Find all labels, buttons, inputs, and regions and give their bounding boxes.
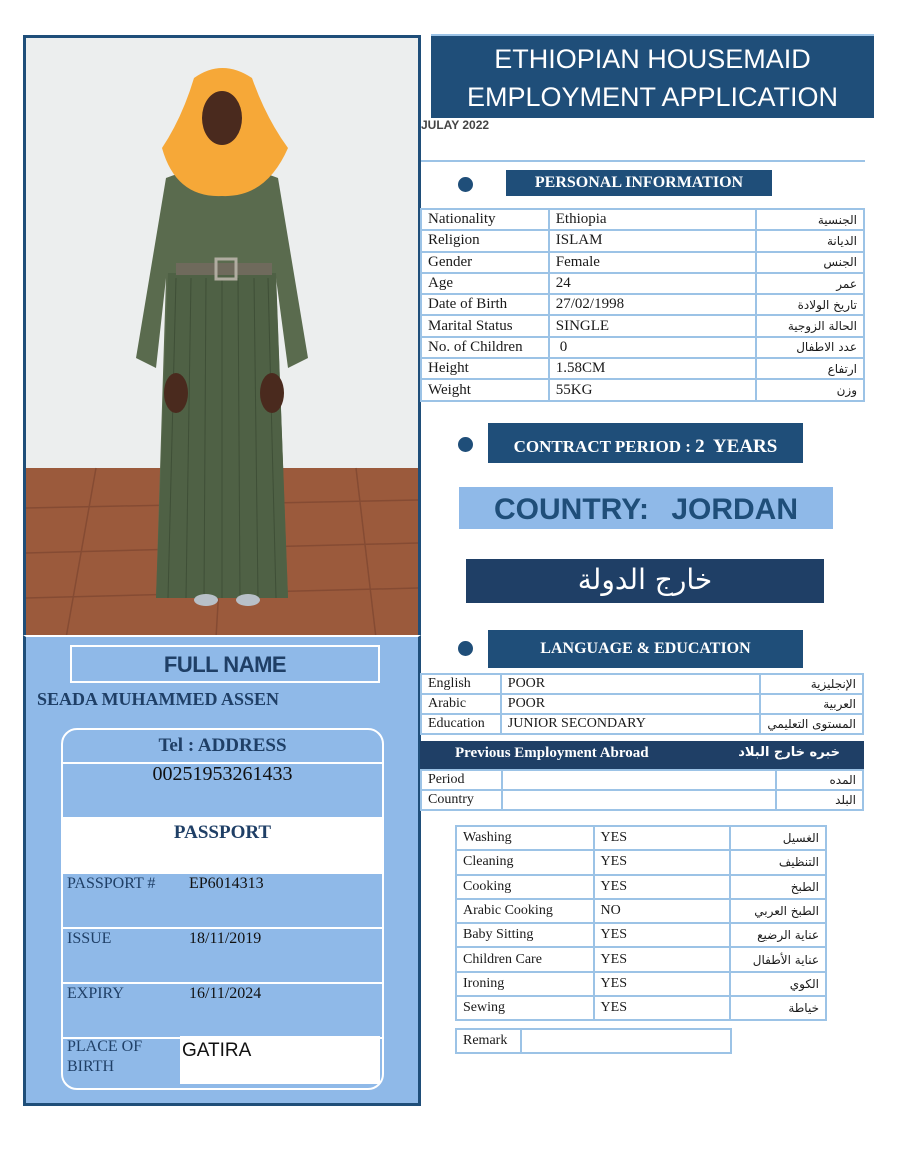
row-arabic: البلد [776, 790, 863, 810]
skill-value: NO [594, 899, 731, 923]
table-row [456, 875, 826, 899]
row-arabic: المستوى التعليمي [760, 714, 863, 734]
row-label: Religion [421, 230, 549, 251]
bullet-icon [458, 437, 473, 452]
table-row [421, 230, 864, 251]
fullname-label: FULL NAME [70, 645, 380, 683]
birthplace-label: PLACE OF [67, 1038, 143, 1055]
row-value: 55KG [549, 379, 757, 400]
skill-arabic: الطبخ العربي [730, 899, 826, 923]
skill-arabic: عناية الأطفال [730, 947, 826, 971]
skill-label: Washing [456, 826, 594, 850]
table-row [421, 770, 863, 790]
skill-label: Cooking [456, 875, 594, 899]
passport-title: PASSPORT [173, 822, 272, 843]
table-row [456, 996, 826, 1020]
row-arabic: تاريخ الولادة [756, 294, 864, 315]
row-arabic: ارتفاع [756, 358, 864, 379]
tel-value: 00251953261433 [152, 763, 293, 785]
row-label: Marital Status [421, 315, 549, 336]
expiry-label: EXPIRY [67, 985, 124, 1002]
table-row [456, 826, 826, 850]
language-table [420, 673, 864, 735]
remark-label: Remark [456, 1029, 521, 1053]
title-line-1: ETHIOPIAN HOUSEMAID [494, 44, 811, 74]
skill-label: Sewing [456, 996, 594, 1020]
remark-table [455, 1028, 732, 1054]
row-arabic: الإنجليزية [760, 674, 863, 694]
row-value: Female [549, 252, 757, 273]
row-arabic: الجنس [756, 252, 864, 273]
row-value: 24 [549, 273, 757, 294]
remark-value [521, 1029, 731, 1053]
contract-value: 2 [695, 436, 705, 457]
table-row [456, 923, 826, 947]
table-row [421, 358, 864, 379]
row-value [502, 770, 776, 790]
skill-label: Arabic Cooking [456, 899, 594, 923]
row-label: Period [421, 770, 502, 790]
skill-value: YES [594, 850, 731, 874]
country-value: JORDAN [671, 493, 798, 526]
country-box [459, 487, 833, 529]
skill-value: YES [594, 947, 731, 971]
table-row [421, 337, 864, 358]
table-row [421, 714, 863, 734]
skill-arabic: الطبخ [730, 875, 826, 899]
previous-employment-title-arabic: خبره خارج البلاد [738, 745, 840, 760]
skill-arabic: خياطة [730, 996, 826, 1020]
row-value: JUNIOR SECONDARY [501, 714, 761, 734]
row-label: Gender [421, 252, 549, 273]
skills-table [455, 825, 827, 1021]
bullet-icon [458, 641, 473, 656]
document-title [431, 34, 874, 118]
card-divider [63, 982, 382, 984]
applicant-photo [23, 35, 421, 635]
row-arabic: عمر [756, 273, 864, 294]
skill-arabic: عناية الرضيع [730, 923, 826, 947]
skill-label: Baby Sitting [456, 923, 594, 947]
skill-value: YES [594, 923, 731, 947]
skill-value: YES [594, 826, 731, 850]
row-arabic: عدد الاطفال [756, 337, 864, 358]
row-value: ISLAM [549, 230, 757, 251]
row-arabic: العربية [760, 694, 863, 714]
row-label: No. of Children [421, 337, 549, 358]
table-row [421, 209, 864, 230]
table-row [421, 252, 864, 273]
table-row [456, 899, 826, 923]
table-row [421, 294, 864, 315]
skill-value: YES [594, 972, 731, 996]
header-rule [421, 160, 865, 162]
issue-value: 18/11/2019 [189, 930, 262, 947]
skill-label: Children Care [456, 947, 594, 971]
bullet-icon [458, 177, 473, 192]
row-label: Arabic [421, 694, 501, 714]
personal-info-table [420, 208, 865, 402]
table-row [421, 674, 863, 694]
row-label: Nationality [421, 209, 549, 230]
skill-arabic: التنظيف [730, 850, 826, 874]
passport-number-value: EP6014313 [189, 875, 264, 892]
row-value: 27/02/1998 [549, 294, 757, 315]
passport-number-label: PASSPORT # [67, 875, 156, 892]
issue-label: ISSUE [67, 930, 112, 947]
document-date: JULAY 2022 [421, 118, 490, 132]
table-row [456, 947, 826, 971]
row-value: 0 [549, 337, 757, 358]
expiry-value: 16/11/2024 [189, 985, 262, 1002]
personal-info-heading: PERSONAL INFORMATION [506, 170, 772, 196]
row-label: Education [421, 714, 501, 734]
row-label: Date of Birth [421, 294, 549, 315]
skill-arabic: الكوي [730, 972, 826, 996]
table-row [456, 850, 826, 874]
skill-label: Ironing [456, 972, 594, 996]
row-arabic: الديانة [756, 230, 864, 251]
table-row [421, 315, 864, 336]
table-row [421, 273, 864, 294]
previous-employment-title: Previous Employment Abroad [455, 745, 649, 761]
skill-label: Cleaning [456, 850, 594, 874]
row-label: English [421, 674, 501, 694]
title-line-2: EMPLOYMENT APPLICATION [466, 82, 839, 112]
contract-label: CONTRACT PERIOD : [513, 437, 691, 456]
row-arabic: المده [776, 770, 863, 790]
row-value: SINGLE [549, 315, 757, 336]
row-arabic: وزن [756, 379, 864, 400]
row-value [502, 790, 776, 810]
fullname-value: SEADA MUHAMMED ASSEN [37, 689, 280, 709]
arabic-country-box: خارج الدولة [466, 559, 824, 603]
row-value: POOR [501, 694, 761, 714]
contract-unit: YEARS [712, 436, 778, 457]
card-divider [63, 927, 382, 929]
row-value: POOR [501, 674, 761, 694]
row-label: Country [421, 790, 502, 810]
table-row [456, 972, 826, 996]
language-education-heading: LANGUAGE & EDUCATION [488, 630, 803, 668]
tel-label: Tel : ADDRESS [158, 735, 287, 756]
skill-value: YES [594, 875, 731, 899]
contract-period-heading [488, 423, 803, 463]
table-row [421, 379, 864, 400]
skill-arabic: الغسيل [730, 826, 826, 850]
skill-value: YES [594, 996, 731, 1020]
row-value: Ethiopia [549, 209, 757, 230]
birthplace-value: GATIRA [182, 1040, 252, 1061]
row-label: Height [421, 358, 549, 379]
table-row [421, 790, 863, 810]
table-row [456, 1029, 731, 1053]
table-row [421, 694, 863, 714]
row-value: 1.58CM [549, 358, 757, 379]
country-label: COUNTRY: [493, 493, 649, 526]
previous-employment-table [420, 769, 864, 811]
birthplace-label-2: BIRTH [67, 1058, 115, 1075]
row-arabic: الحالة الزوجية [756, 315, 864, 336]
applicant-photo-illustration [26, 38, 418, 635]
row-label: Age [421, 273, 549, 294]
row-label: Weight [421, 379, 549, 400]
row-arabic: الجنسية [756, 209, 864, 230]
